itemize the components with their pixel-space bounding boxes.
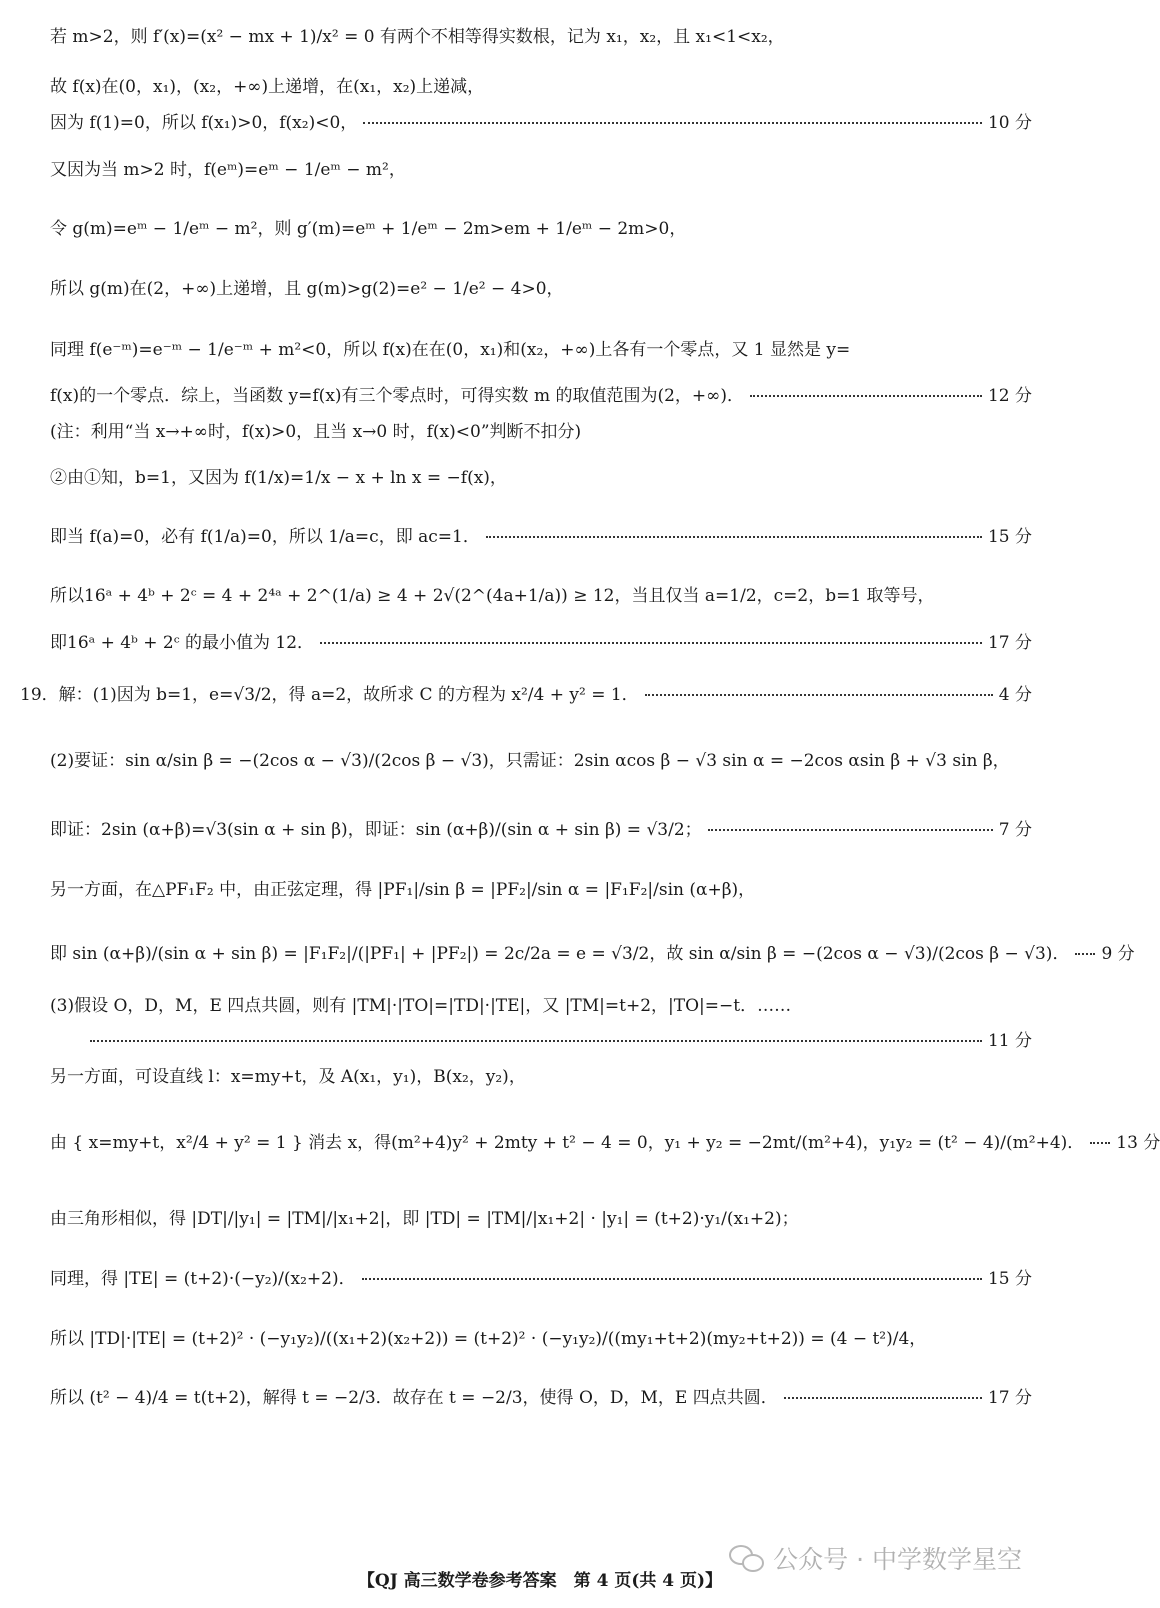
score-label: 11 分: [987, 1031, 1032, 1051]
line-text: 即 sin (α+β)/(sin α + sin β) = |F₁F₂|/(|PF₁| + |PF₂|) = 2c/2a = e = √3/2，故 sin α/sin β = −(2cos α − √3)/(2cos β − √3)．: [50, 944, 1070, 964]
text-line: [50, 1204, 1032, 1229]
line-text: 19．解：(1)因为 b=1，e=√3/2，得 a=2，故所求 C 的方程为 x²/4 + y² = 1．: [20, 685, 639, 705]
text-line: [50, 463, 1032, 488]
text-line: [20, 680, 1032, 705]
score-label: 4 分: [998, 685, 1032, 705]
text-line: [50, 1062, 1032, 1087]
text-line: [50, 746, 1032, 771]
line-text: 令 g(m)=eᵐ − 1/eᵐ − m²，则 g′(m)=eᵐ + 1/eᵐ − 2m>em + 1/eᵐ − 2m>0，: [50, 219, 687, 239]
text-line: [50, 522, 1032, 547]
text-line: [50, 991, 1032, 1016]
leader-dots: [320, 642, 982, 644]
line-text: 故 f(x)在(0，x₁)，(x₂，+∞)上递增，在(x₁，x₂)上递减，: [50, 77, 485, 97]
line-text: 又因为当 m>2 时，f(eᵐ)=eᵐ − 1/eᵐ − m²，: [50, 160, 406, 180]
leader-dots: [90, 1040, 982, 1042]
score-label: 7 分: [998, 820, 1032, 840]
leader-dots: [362, 1278, 982, 1280]
leader-dots: [1090, 1142, 1110, 1144]
leader-dots: [750, 395, 982, 397]
text-line: [50, 581, 1032, 606]
line-text: f(x)的一个零点．综上，当函数 y=f(x)有三个零点时，可得实数 m 的取值范围为(2，+∞)．: [50, 386, 744, 406]
line-text: 所以16ᵃ + 4ᵇ + 2ᶜ = 4 + 2⁴ᵃ + 2^(1/a) ≥ 4 + 2√(2^(4a+1/a)) ≥ 12，当且仅当 a=1/2，c=2，b=1 取等号，: [50, 586, 935, 606]
line-text: 所以 (t² − 4)/4 = t(t+2)，解得 t = −2/3．故存在 t = −2/3，使得 O，D，M，E 四点共圆．: [50, 1388, 778, 1408]
score-label: 15 分: [987, 1269, 1032, 1289]
text-line: [50, 939, 1135, 964]
leader-dots: [708, 829, 993, 831]
line-text: 若 m>2，则 f′(x)=(x² − mx + 1)/x² = 0 有两个不相等得实数根，记为 x₁，x₂，且 x₁<1<x₂，: [50, 27, 785, 47]
text-line: [50, 155, 1032, 180]
score-label: 15 分: [987, 527, 1032, 547]
line-text: (注：利用“当 x→+∞时，f(x)>0，且当 x→0 时，f(x)<0”判断不扣分): [50, 422, 582, 442]
text-line: [50, 381, 1032, 406]
score-label: 12 分: [987, 386, 1032, 406]
text-line: [50, 108, 1032, 133]
text-line: [50, 1383, 1032, 1408]
text-line: [50, 628, 1032, 653]
text-line: [50, 1026, 1032, 1051]
line-text: 因为 f(1)=0，所以 f(x₁)>0，f(x₂)<0，: [50, 113, 358, 133]
line-text: (3)假设 O，D，M，E 四点共圆，则有 |TM|·|TO|=|TD|·|TE|，又 |TM|=t+2，|TO|=−t．……: [50, 996, 792, 1016]
text-line: [50, 1264, 1032, 1289]
leader-dots: [1075, 953, 1095, 955]
text-line: [50, 1324, 1032, 1349]
score-label: 17 分: [987, 633, 1032, 653]
line-text: 即16ᵃ + 4ᵇ + 2ᶜ 的最小值为 12．: [50, 633, 315, 653]
text-line: [50, 1128, 1160, 1153]
score-label: 17 分: [987, 1388, 1032, 1408]
line-text: 所以 g(m)在(2，+∞)上递增，且 g(m)>g(2)=e² − 1/e² − 4>0，: [50, 279, 564, 299]
text-line: [50, 417, 1032, 442]
text-line: [50, 214, 1032, 239]
line-text: 同理，得 |TE| = (t+2)·(−y₂)/(x₂+2)．: [50, 1269, 356, 1289]
text-line: [50, 22, 1032, 47]
line-text: 由 { x=my+t，x²/4 + y² = 1 } 消去 x，得(m²+4)y² + 2mty + t² − 4 = 0，y₁ + y₂ = −2mt/(m²+4)，y₁y₂ = (t² − 4)/(m²+4)．: [50, 1133, 1085, 1153]
score-label: 10 分: [987, 113, 1032, 133]
line-text: 即证：2sin (α+β)=√3(sin α + sin β)，即证：sin (α+β)/(sin α + sin β) = √3/2；: [50, 820, 702, 840]
text-line: [50, 815, 1032, 840]
line-text: 另一方面，可设直线 l：x=my+t，及 A(x₁，y₁)，B(x₂，y₂)，: [50, 1067, 526, 1087]
line-text: 同理 f(e⁻ᵐ)=e⁻ᵐ − 1/e⁻ᵐ + m²<0，所以 f(x)在在(0，x₁)和(x₂，+∞)上各有一个零点，又 1 显然是 y=: [50, 340, 851, 360]
line-text: 由三角形相似，得 |DT|/|y₁| = |TM|/|x₁+2|，即 |TD| = |TM|/|x₁+2| · |y₁| = (t+2)·y₁/(x₁+2)；: [50, 1209, 799, 1229]
leader-dots: [363, 122, 982, 124]
line-text: 即当 f(a)=0，必有 f(1/a)=0，所以 1/a=c，即 ac=1．: [50, 527, 480, 547]
text-line: [50, 72, 1032, 97]
leader-dots: [784, 1397, 982, 1399]
score-label: 13 分: [1116, 1133, 1160, 1153]
line-text: 另一方面，在△PF₁F₂ 中，由正弦定理，得 |PF₁|/sin β = |PF₂|/sin α = |F₁F₂|/sin (α+β)，: [50, 880, 756, 900]
score-label: 9 分: [1101, 944, 1135, 964]
line-text: ②由①知，b=1，又因为 f(1/x)=1/x − x + ln x = −f(x)，: [50, 468, 507, 488]
text-line: [50, 274, 1032, 299]
text-line: [50, 335, 1032, 360]
page-footer: 【QJ 高三数学卷参考答案 第 4 页(共 4 页)】: [357, 1571, 723, 1591]
leader-dots: [645, 694, 993, 696]
text-line: [50, 875, 1032, 900]
line-text: (2)要证：sin α/sin β = −(2cos α − √3)/(2cos β − √3)，只需证：2sin αcos β − √3 sin α = −2cos αsin β + √3 sin β，: [50, 751, 1010, 771]
watermark-text: 公众号 · 中学数学星空: [773, 1545, 1022, 1574]
leader-dots: [486, 536, 982, 538]
line-text: 所以 |TD|·|TE| = (t+2)² · (−y₁y₂)/((x₁+2)(x₂+2)) = (t+2)² · (−y₁y₂)/((my₁+t+2)(my₂+t+2)) = (4 − t²)/4，: [50, 1329, 927, 1349]
